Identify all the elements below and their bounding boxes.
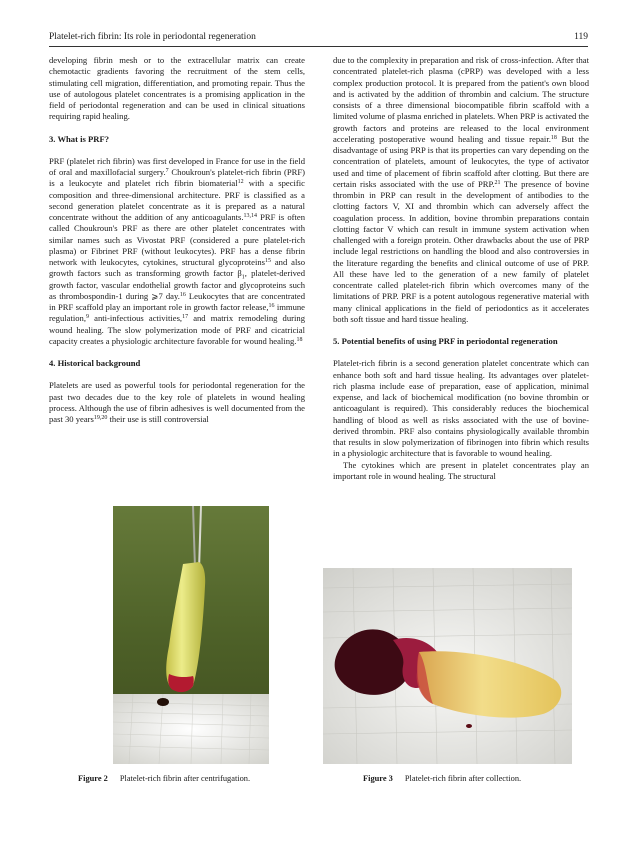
citation[interactable]: 9 xyxy=(86,314,89,321)
right-column xyxy=(333,55,589,482)
citation[interactable]: 16 xyxy=(268,303,275,309)
citation[interactable]: 18 xyxy=(296,336,303,343)
section-5-title: 5. Potential benefits of using PRF in periodontal regeneration xyxy=(333,336,558,346)
citation[interactable]: 19,20 xyxy=(93,415,108,421)
prf-centrifuged-clot-image xyxy=(113,506,269,764)
citation[interactable]: 17 xyxy=(182,314,189,321)
page-number: 119 xyxy=(574,32,588,42)
figure-2-photo xyxy=(113,506,269,764)
section-3-title: 3. What is PRF? xyxy=(49,133,110,144)
text-run: immune regulation, xyxy=(49,302,305,324)
figure-3-caption xyxy=(363,774,521,783)
section-5-paragraph-2: The cytokines which are present in platelet concentrates play an important role in wound healing. The structural xyxy=(333,459,589,481)
citation[interactable]: 15 xyxy=(265,258,271,264)
subscript: 1 xyxy=(241,274,245,281)
intro-continuation-paragraph: developing fibrin mesh or to the extracellular matrix can create chemotactic gradients favoring the recruitment of the stem cells, stimulating cell migration, differentiation, and promoting repair. Thus the use of autologous platelet concentrates is a promising application in the field of periodontal regeneration and can be used in clinical situations requiring rapid healing. xyxy=(49,55,305,122)
text-run: and also growth factors such as transforming growth factor β xyxy=(49,257,305,279)
section-4-continuation-paragraph xyxy=(333,55,589,325)
running-head xyxy=(49,30,588,44)
text-run: PRF (platelet rich fibrin) was first developed in France for use in the field of oral and maxillofacial surgery. xyxy=(49,155,305,177)
header-rule xyxy=(49,46,588,47)
text-run: PRF is often called Choukroun's PRF as there are other platelet concentrates with similar names such as Vivostat PRF (considered a pure platelet-rich plasma) or Fibrinet PRF (without leukocytes). PRF has a dense fibrin network with leukocytes, cytokines, structural glycoproteins xyxy=(49,212,305,267)
text-run: Leukocytes that are concentrated in PRF scaffold play an important role in growth factor release, xyxy=(49,290,306,312)
figure-2-label: Figure 2 xyxy=(78,774,108,783)
citation[interactable]: 12 xyxy=(237,179,244,186)
citation[interactable]: 21 xyxy=(494,179,501,186)
section-3-paragraph xyxy=(49,156,305,347)
citation[interactable]: 18 xyxy=(550,134,557,141)
text-run: But the disadvantage of using PRP is that its properties can vary depending on the concentration of platelets, amount of leukocytes, the type of activator used and time of placement of fibrin scaffold after clotting. But there are certain risks associated with the use of PRP. xyxy=(333,133,589,189)
citation[interactable]: 7 xyxy=(165,168,169,174)
citation[interactable]: 13,14 xyxy=(243,213,257,219)
left-column xyxy=(49,55,305,425)
text-run: , platelet-derived growth factor, vascular endothelial growth factor and glycoproteins such as thrombospondin-1 during ⩾7 day. xyxy=(49,268,306,301)
text-run: anti-infectious activities, xyxy=(89,313,183,324)
prf-collected-clot-image xyxy=(323,568,572,764)
text-run: with a specific composition and three-dimensional architecture. PRF is classified as a second generation platelet concentrate as it is prepared as a natural concentrate without the addition of any anticoagulants. xyxy=(49,178,305,222)
figure-3-photo xyxy=(323,568,572,764)
text-run: Choukroun's platelet-rich fibrin (PRF) is a leukocyte and platelet rich fibrin biomaterial xyxy=(49,167,305,189)
section-4-paragraph xyxy=(49,380,305,425)
section-5-paragraph-1: Platelet-rich fibrin is a second generation platelet concentrate which can enhance both soft and hard tissue healing. Its advantages over platelet-rich plasma include ease of preparation, ease of application, minimal expense, and lack of biochemical modification (no bovine thrombin or anticoagulant is required). This considerably reduces the biochemical handling of blood as well as risks associated with the use of bovine-derived thrombin. PRF also contains physiologically available thrombin that results in slow polymerization of fibrinogen into fibrin which results in a physiologic architecture that is favorable to wound healing. xyxy=(333,358,589,459)
figure-3-caption-text: Platelet-rich fibrin after collection. xyxy=(404,774,522,783)
text-run: due to the complexity in preparation and risk of cross-infection. After that concentrated platelet-rich plasma (cPRP) was developed with a less complex production protocol. It is prepared from the patient's own blood and is activated by the addition of thrombin and calcium. The structure consists of a three dimensional biocompatible fibrin scaffold with a limited volume of plasma enriched in platelets. When PRP is activated the growth factors and proteins are released to the local environment accelerating postoperative wound healing and tissue repair. xyxy=(333,55,589,144)
text-run: and matrix remodeling during wound healing. The slow polymerization mode of PRF and cicatricial capacity creates a physiologic architecture favorable for wound healing. xyxy=(49,313,305,346)
text-run: The presence of bovine thrombin in PRP can result in the development of antibodies to the clotting factors V, XI and thrombin which can adversely affect the coagulation process. In addition, bovine thrombin preparations contain clotting factor V which can result in immune system activation when challenged with a foreign protein. Other drawbacks about the use of PRP include legal restrictions on handling the blood and also controversies in the literature regarding the benefits and clinical outcome of use of PRP. All these have led to the generation of a new family of platelet concentrate called platelet-rich fibrin which overcomes many of the limitations of PRP. PRF is a potent autologous regenerative material with many clinical applications in the field of periodontics as it accelerates both soft tissue and hard tissue healing. xyxy=(333,178,590,324)
text-run: Platelets are used as powerful tools for periodontal regeneration for the past two decades due to the key role of platelets in wound healing process. Although the use of fibrin adhesives is well documented from the past 30 years xyxy=(49,380,305,424)
section-4-title: 4. Historical background xyxy=(49,358,141,368)
figure-3-label: Figure 3 xyxy=(363,774,393,783)
figure-2-caption-text: Platelet-rich fibrin after centrifugation. xyxy=(119,774,251,783)
figure-2-caption xyxy=(78,774,250,783)
citation[interactable]: 16 xyxy=(179,291,186,298)
running-title: Platelet-rich fibrin: Its role in periodontal regeneration xyxy=(49,32,256,42)
text-run: their use is still controversial xyxy=(107,414,209,424)
